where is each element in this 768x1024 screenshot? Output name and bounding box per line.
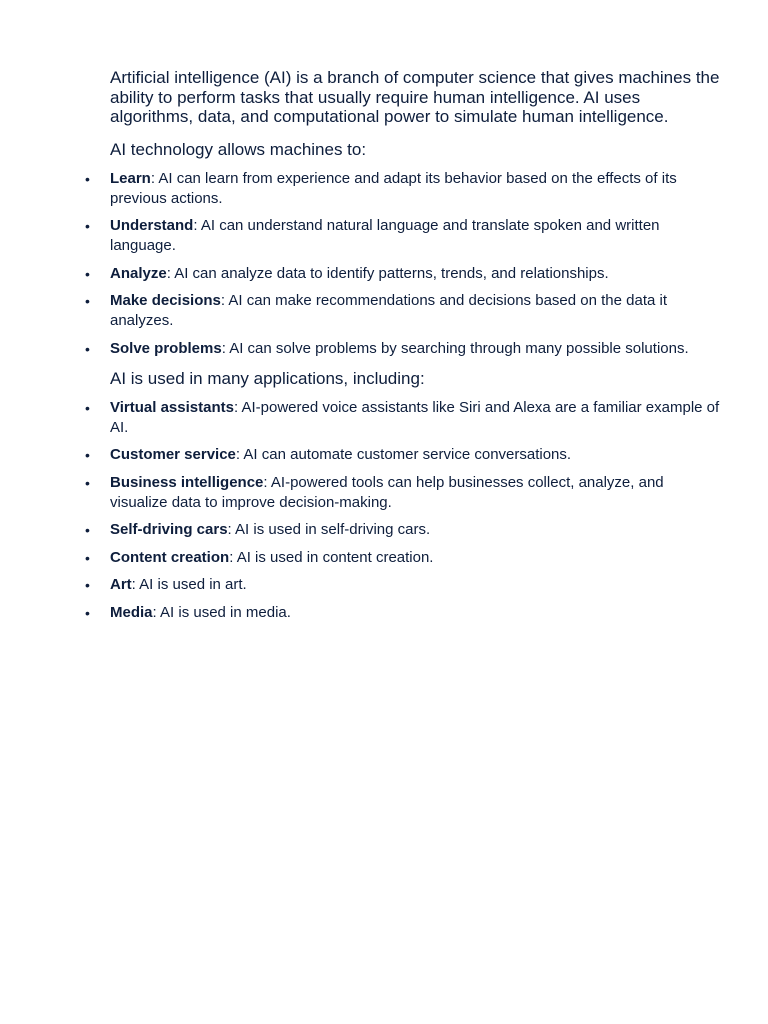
bullet-icon: • (85, 218, 90, 234)
list-item (85, 291, 720, 331)
list-item (85, 520, 720, 540)
list-item-text: : AI can make recommendations and decisions based on the data it analyzes. (110, 292, 667, 329)
bullet-icon: • (85, 293, 90, 309)
applications-list (85, 398, 720, 623)
list-item (85, 473, 720, 513)
list-item (85, 575, 720, 595)
list-item-text: : AI-powered tools can help businesses collect, analyze, and visualize data to improve decision-making. (110, 473, 664, 511)
list-item-text: : AI can automate customer service conversations. (235, 446, 572, 463)
list-item-text: : AI can learn from experience and adapt its behavior based on the effects of its previous actions. (110, 169, 677, 207)
list-item-term: Understand (110, 217, 194, 234)
list-item (85, 339, 720, 359)
list-item-term: Solve problems (110, 339, 222, 357)
list-item (85, 603, 720, 623)
list-item (85, 169, 720, 209)
list-item-term: Learn (110, 169, 151, 187)
list-item (85, 398, 720, 438)
list-item-text: : AI is used in self-driving cars. (227, 521, 431, 538)
list-item (85, 548, 720, 568)
list-item-text: : AI-powered voice assistants like Siri and Alexa are a familiar example of AI. (110, 398, 720, 436)
list-item-term: Business intelligence (110, 473, 264, 491)
list-item-text: : AI is used in content creation. (229, 548, 434, 566)
intro-paragraph: Artificial intelligence (AI) is a branch of computer science that gives machines the ability to perform tasks that usually require human intelligence. AI uses algorithms, data, and computational power to simulate human intelligence. (110, 68, 720, 126)
list-item-text: : AI is used in art. (131, 576, 247, 593)
list-item-term: Virtual assistants (110, 398, 234, 416)
list-item-term: Analyze (110, 264, 167, 282)
capabilities-lead: AI technology allows machines to: (110, 139, 367, 159)
list-item (85, 264, 720, 284)
bullet-icon: • (85, 399, 90, 416)
bullet-icon: • (85, 549, 90, 566)
list-item (85, 216, 720, 256)
capabilities-list (85, 169, 720, 359)
bullet-icon: • (85, 522, 90, 538)
list-item (85, 445, 720, 465)
document-body (85, 68, 720, 633)
list-item-term: Self-driving cars (110, 521, 228, 538)
bullet-icon: • (85, 170, 90, 187)
list-item-text: : AI can understand natural language and translate spoken and written language. (110, 217, 660, 254)
list-item-term: Content creation (110, 548, 230, 566)
bullet-icon: • (85, 474, 90, 491)
bullet-icon: • (85, 447, 90, 463)
bullet-icon: • (85, 340, 90, 357)
list-item-term: Customer service (110, 446, 236, 463)
list-item-text: : AI is used in media. (152, 603, 291, 621)
list-item-text: : AI can solve problems by searching through many possible solutions. (221, 339, 689, 357)
applications-lead: AI is used in many applications, including: (110, 368, 425, 388)
list-item-term: Media (110, 603, 153, 621)
list-item-term: Art (110, 576, 132, 593)
bullet-icon: • (85, 577, 90, 593)
bullet-icon: • (85, 604, 90, 621)
list-item-term: Make decisions (110, 292, 221, 309)
bullet-icon: • (85, 265, 90, 282)
list-item-text: : AI can analyze data to identify patterns, trends, and relationships. (166, 264, 609, 282)
